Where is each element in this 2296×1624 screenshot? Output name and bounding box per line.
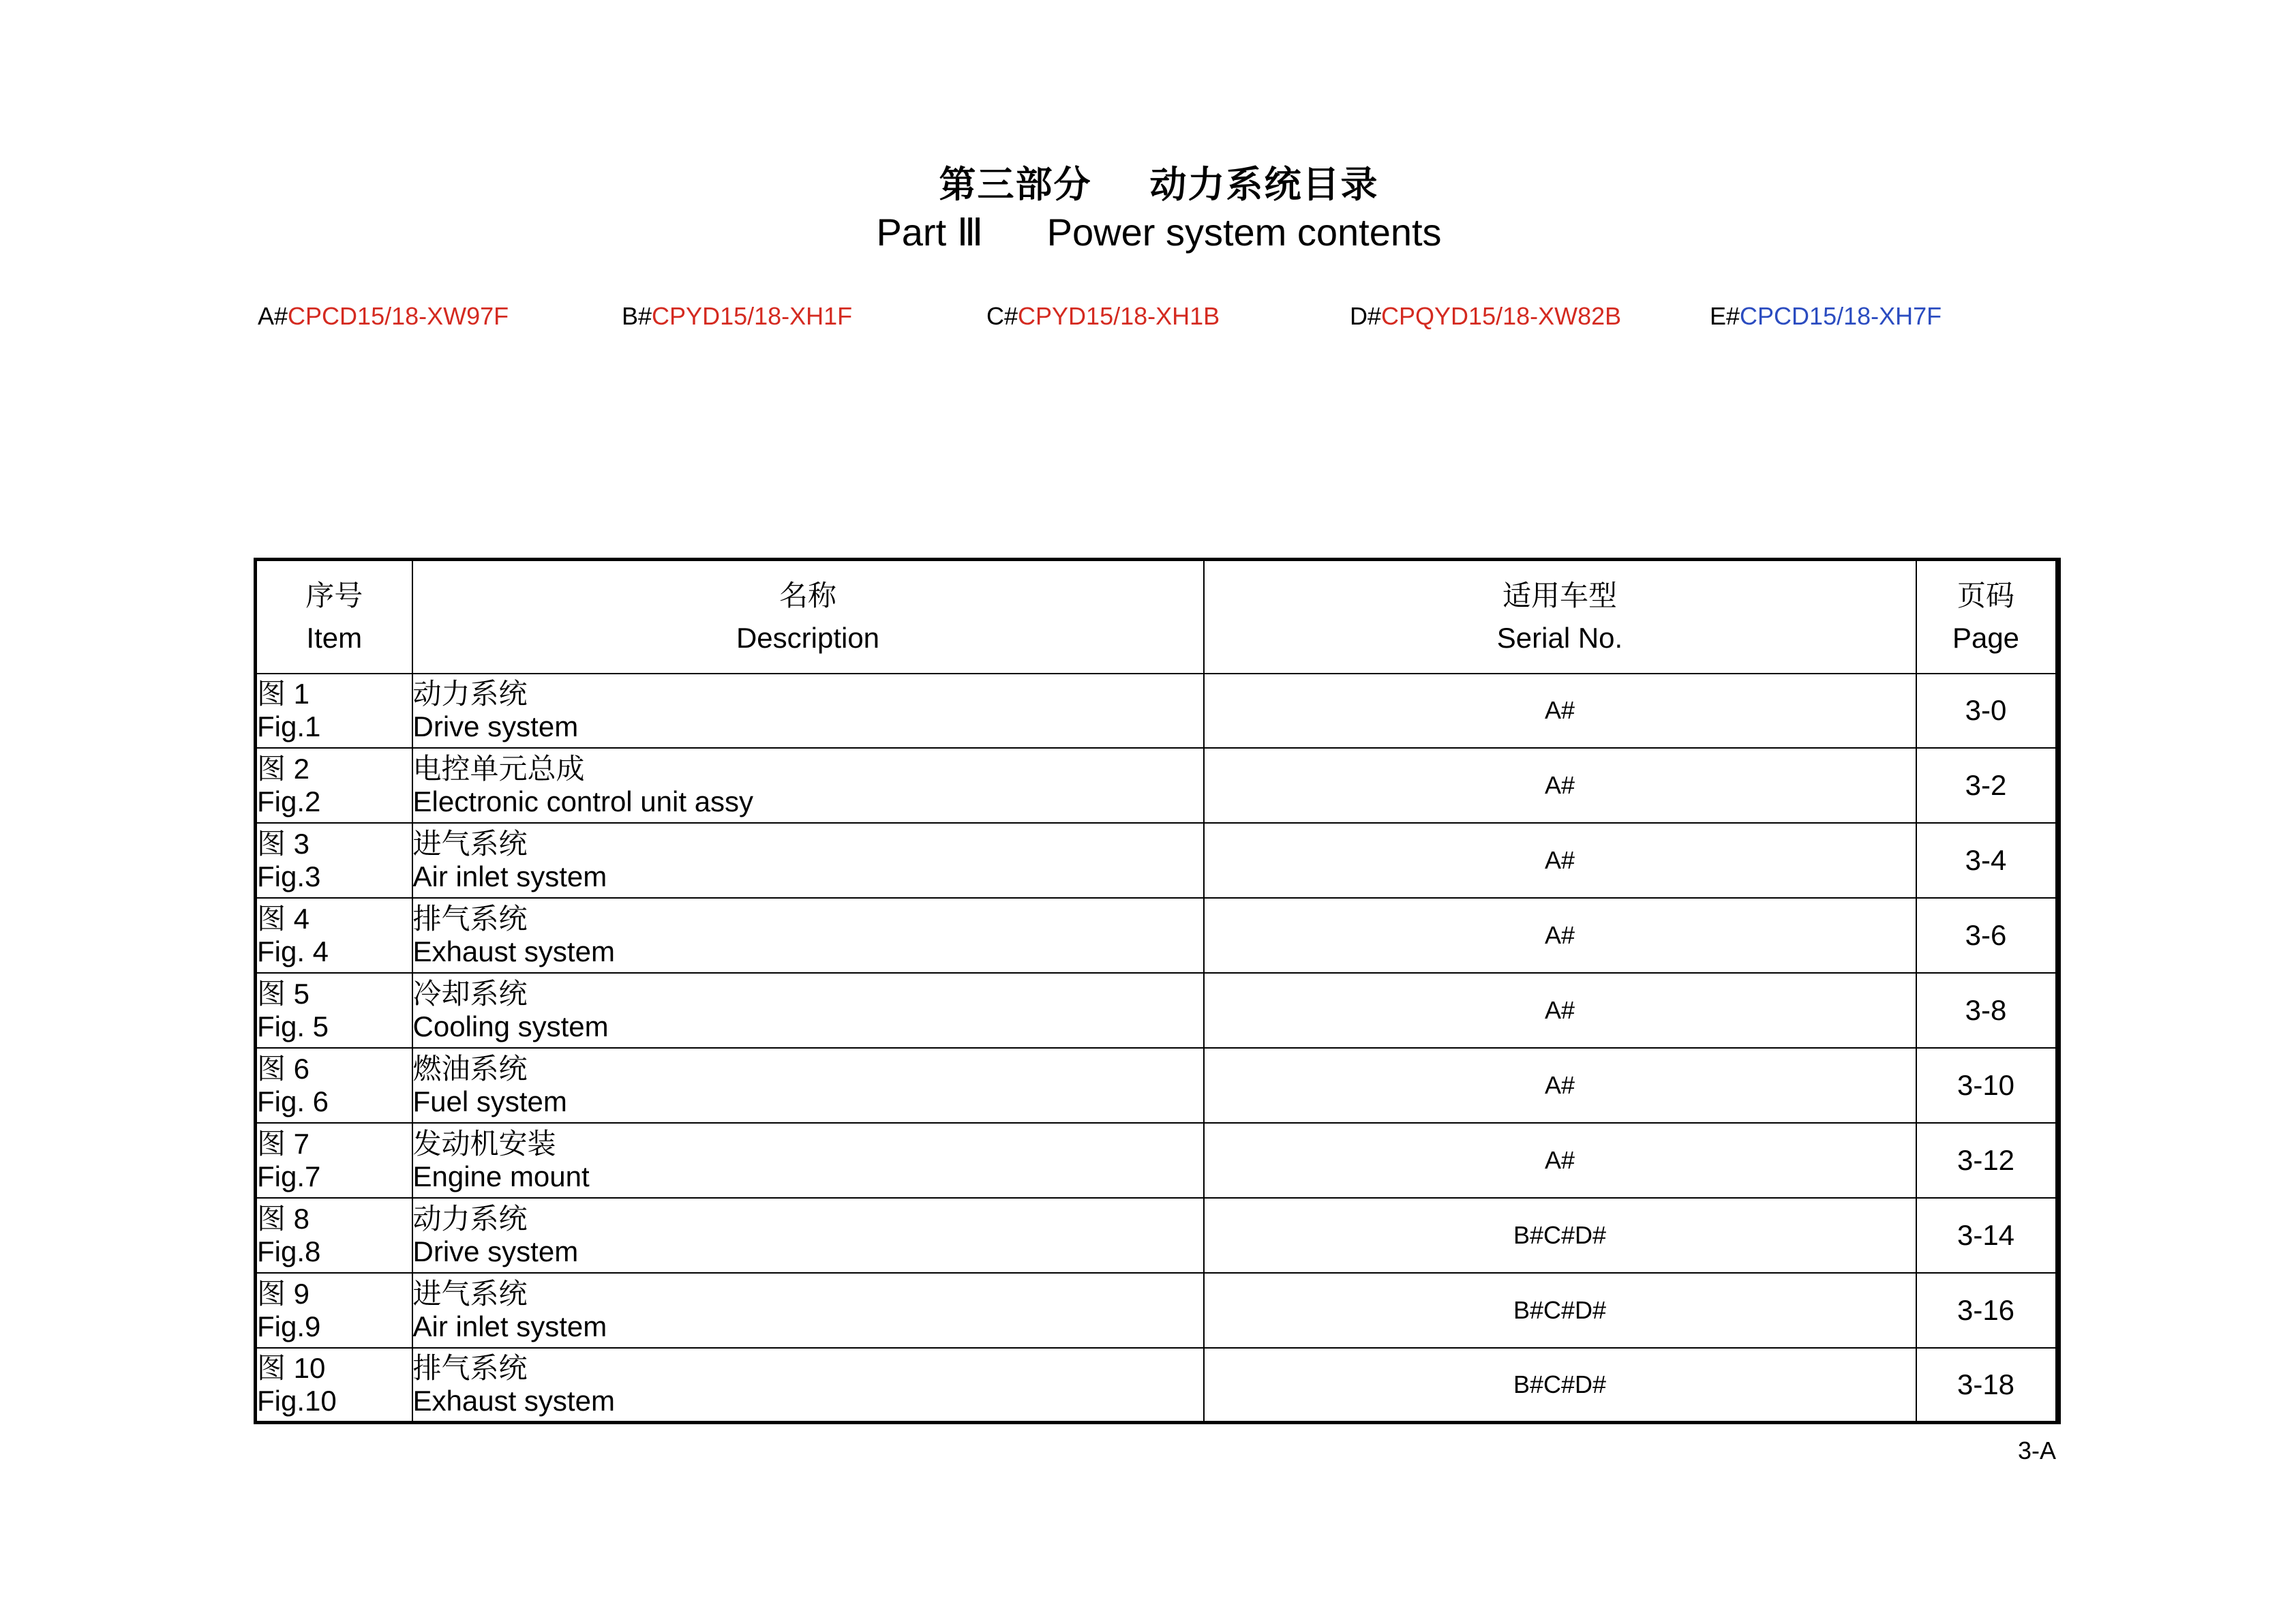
serial-cell: A# [1204, 1123, 1916, 1198]
model-c [986, 302, 1220, 331]
table-row [256, 1273, 2058, 1348]
item-en: Fig. 5 [257, 1010, 329, 1042]
model-prefix: B# [622, 302, 652, 330]
item-cn: 图 4 [257, 903, 310, 935]
item-cn: 图 9 [257, 1277, 310, 1310]
description-cn: 冷却系统 [412, 978, 528, 1010]
header-item [256, 560, 412, 674]
model-code: CPYD15/18-XH1F [652, 302, 853, 330]
item-cell [256, 1048, 412, 1123]
item-en: Fig.2 [257, 785, 321, 818]
model-prefix: D# [1350, 302, 1382, 330]
description-en: Electronic control unit assy [412, 785, 754, 818]
model-d [1350, 302, 1621, 331]
item-cell [256, 1198, 412, 1273]
item-cell [256, 973, 412, 1048]
model-b [622, 302, 852, 331]
description-cn: 动力系统 [412, 678, 528, 710]
item-cn: 图 8 [257, 1202, 310, 1235]
table-row [256, 1123, 2058, 1198]
item-cn: 图 6 [257, 1052, 310, 1085]
description-cn: 排气系统 [412, 1351, 528, 1384]
model-e [1710, 302, 1942, 331]
item-en: Fig.8 [257, 1235, 321, 1267]
description-cell [412, 1273, 1204, 1348]
item-cell [256, 1273, 412, 1348]
header-page [1916, 560, 2058, 674]
serial-cell: A# [1204, 674, 1916, 749]
header-page-en: Page [1952, 621, 2020, 654]
header-item-cn: 序号 [305, 579, 363, 612]
page-number: 3-A [2018, 1437, 2057, 1464]
table-row [256, 898, 2058, 973]
item-cn: 图 7 [257, 1127, 310, 1160]
description-cn: 燃油系统 [412, 1052, 528, 1085]
page-cell: 3-16 [1916, 1273, 2058, 1348]
description-cell [412, 1348, 1204, 1423]
description-en: Air inlet system [412, 860, 607, 893]
page-title-english: Part Ⅲ Power system contents [876, 211, 1442, 254]
item-en: Fig.1 [257, 710, 321, 743]
page-cell: 3-8 [1916, 973, 2058, 1048]
table-header-row [256, 560, 2058, 674]
description-cell [412, 748, 1204, 823]
description-cn: 排气系统 [412, 903, 528, 935]
header-item-en: Item [306, 621, 363, 654]
page-cell: 3-2 [1916, 748, 2058, 823]
header-serial [1204, 560, 1916, 674]
page-title-chinese: 第三部分 动力系统目录 [939, 164, 1379, 205]
description-cn: 进气系统 [412, 1277, 528, 1310]
description-cn: 发动机安装 [412, 1127, 556, 1160]
serial-cell: A# [1204, 1048, 1916, 1123]
header-serial-cn: 适用车型 [1502, 579, 1617, 612]
serial-cell: B#C#D# [1204, 1198, 1916, 1273]
item-cn: 图 1 [257, 678, 310, 710]
item-cn: 图 3 [257, 828, 310, 860]
model-code: CPCD15/18-XW97F [288, 302, 509, 330]
serial-cell: A# [1204, 823, 1916, 898]
item-cell [256, 823, 412, 898]
table-row [256, 1348, 2058, 1423]
model-prefix: E# [1710, 302, 1740, 330]
table-row [256, 1048, 2058, 1123]
description-en: Cooling system [412, 1010, 609, 1042]
item-en: Fig. 6 [257, 1085, 329, 1117]
header-description [412, 560, 1204, 674]
item-cell [256, 1348, 412, 1423]
description-en: Exhaust system [412, 1384, 615, 1417]
table-row [256, 674, 2058, 749]
serial-cell: A# [1204, 748, 1916, 823]
table-body [256, 674, 2058, 1423]
item-cn: 图 10 [257, 1351, 326, 1384]
model-code: CPYD15/18-XH1B [1018, 302, 1220, 330]
description-cell [412, 1123, 1204, 1198]
header-description-en: Description [736, 621, 880, 654]
page-cell: 3-0 [1916, 674, 2058, 749]
item-en: Fig.7 [257, 1160, 321, 1192]
serial-cell: B#C#D# [1204, 1273, 1916, 1348]
item-en: Fig. 4 [257, 935, 329, 968]
model-prefix: A# [258, 302, 288, 330]
description-en: Drive system [412, 1235, 579, 1267]
description-cell [412, 823, 1204, 898]
description-en: Air inlet system [412, 1310, 607, 1342]
page-cell: 3-4 [1916, 823, 2058, 898]
description-en: Drive system [412, 710, 579, 743]
description-en: Engine mount [412, 1160, 590, 1192]
page-cell: 3-18 [1916, 1348, 2058, 1423]
description-en: Exhaust system [412, 935, 615, 968]
serial-cell: A# [1204, 973, 1916, 1048]
page-cell: 3-10 [1916, 1048, 2058, 1123]
header-description-cn: 名称 [779, 579, 836, 612]
description-cell [412, 674, 1204, 749]
item-cn: 图 5 [257, 978, 310, 1010]
table-row [256, 1198, 2058, 1273]
item-en: Fig.10 [257, 1384, 337, 1417]
page-cell: 3-6 [1916, 898, 2058, 973]
item-cn: 图 2 [257, 753, 310, 785]
model-code: CPCD15/18-XH7F [1740, 302, 1942, 330]
description-cn: 动力系统 [412, 1202, 528, 1235]
contents-table [254, 558, 2061, 1424]
model-prefix: C# [986, 302, 1018, 330]
item-en: Fig.9 [257, 1310, 321, 1342]
serial-cell: A# [1204, 898, 1916, 973]
description-cn: 电控单元总成 [412, 753, 585, 785]
header-serial-en: Serial No. [1496, 621, 1623, 654]
description-en: Fuel system [412, 1085, 567, 1117]
item-cell [256, 748, 412, 823]
item-cell [256, 674, 412, 749]
item-cell [256, 1123, 412, 1198]
item-en: Fig.3 [257, 860, 321, 893]
model-code: CPQYD15/18-XW82B [1381, 302, 1622, 330]
table-row [256, 823, 2058, 898]
description-cell [412, 1048, 1204, 1123]
description-cell [412, 898, 1204, 973]
model-a [258, 302, 509, 331]
page-cell: 3-14 [1916, 1198, 2058, 1273]
description-cell [412, 973, 1204, 1048]
serial-cell: B#C#D# [1204, 1348, 1916, 1423]
description-cn: 进气系统 [412, 828, 528, 860]
page-cell: 3-12 [1916, 1123, 2058, 1198]
table-row [256, 748, 2058, 823]
description-cell [412, 1198, 1204, 1273]
header-page-cn: 页码 [1957, 579, 2014, 612]
item-cell [256, 898, 412, 973]
table-row [256, 973, 2058, 1048]
